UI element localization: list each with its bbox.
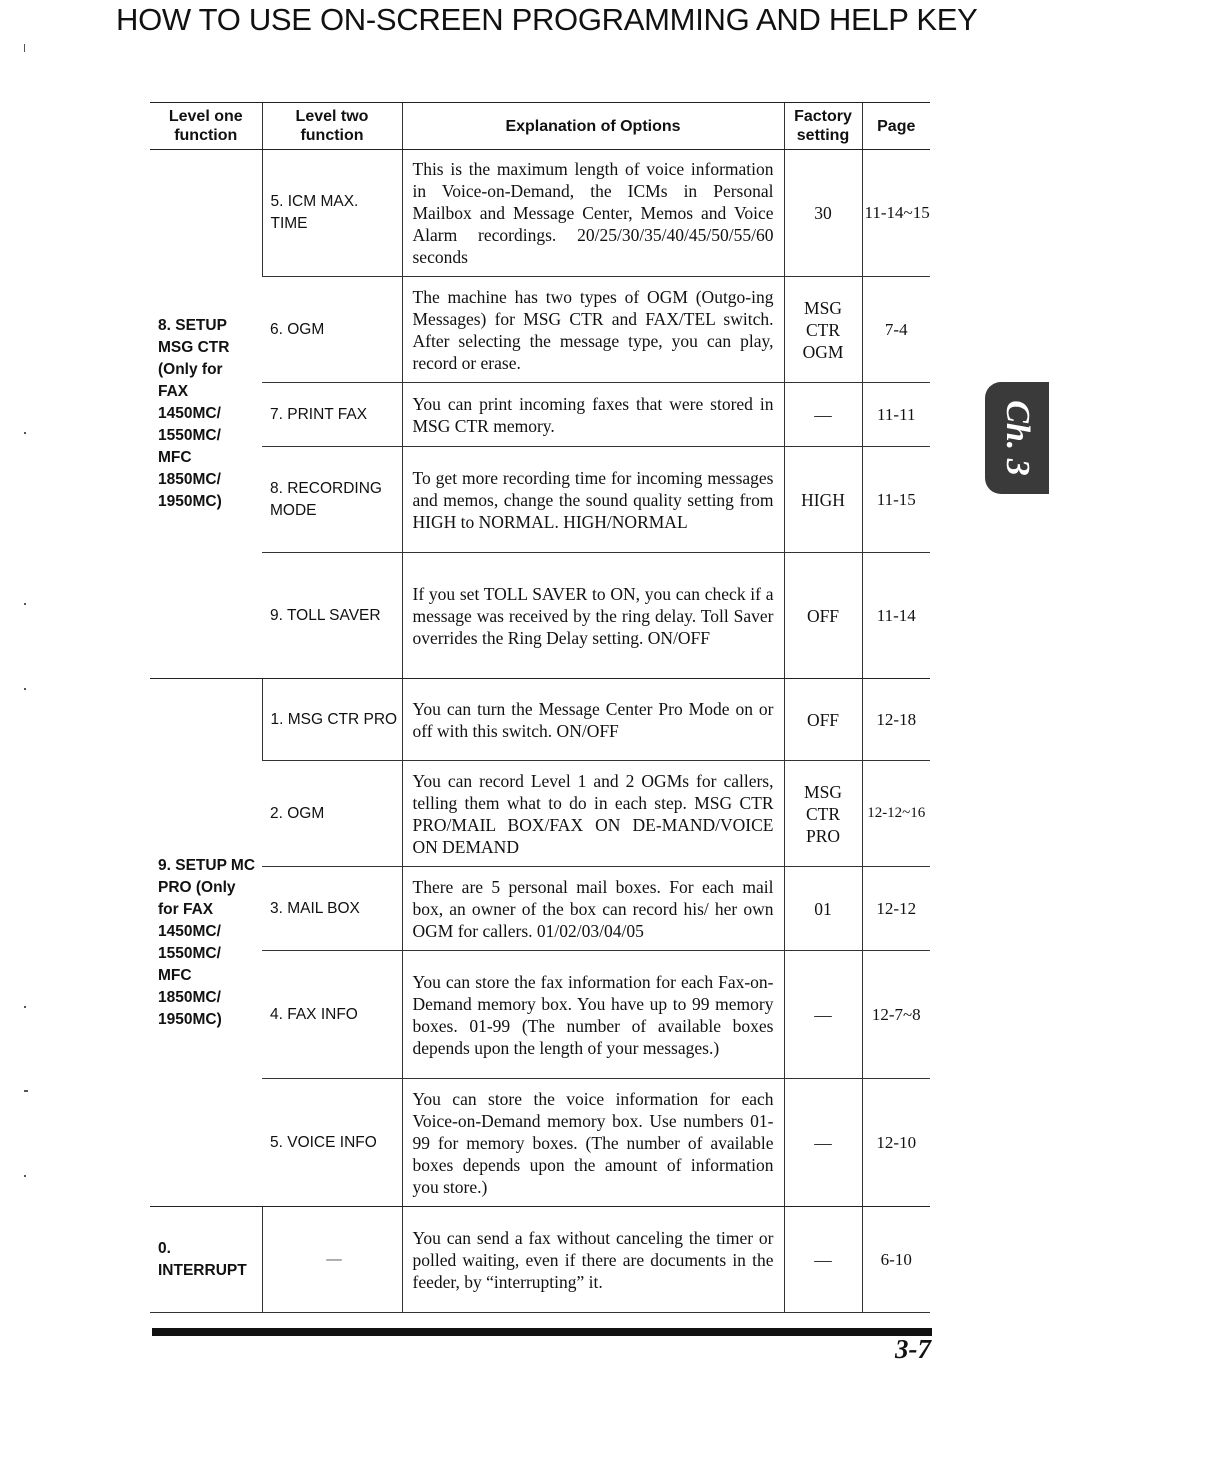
factory-setting-cell: — bbox=[784, 383, 862, 447]
factory-setting-cell: MSG CTR OGM bbox=[784, 277, 862, 383]
table-row bbox=[150, 447, 930, 553]
scan-mark bbox=[24, 1175, 26, 1177]
table-row bbox=[150, 553, 930, 679]
explanation-cell: The machine has two types of OGM (Outgo-ing Messages) for MSG CTR and FAX/TEL switch. After selecting the message type, you can play, record or erase. bbox=[402, 277, 784, 383]
scan-mark bbox=[24, 1090, 28, 1092]
explanation-cell: You can print incoming faxes that were stored in MSG CTR memory. bbox=[402, 383, 784, 447]
explanation-cell: You can record Level 1 and 2 OGMs for callers, telling them what to do in each step. MSG CTR PRO/MAIL BOX/FAX ON DE-MAND/VOICE ON DEMAND bbox=[402, 761, 784, 867]
level-two-cell: 8. RECORDING MODE bbox=[262, 447, 402, 553]
explanation-cell: You can send a fax without canceling the timer or polled waiting, even if there are documents in the feeder, by “interrupting” it. bbox=[402, 1207, 784, 1313]
level-two-cell: 1. MSG CTR PRO bbox=[262, 679, 402, 761]
header-factory-setting: Factory setting bbox=[784, 103, 862, 150]
header-level-two: Level two function bbox=[262, 103, 402, 150]
level-one-interrupt: 0. INTERRUPT bbox=[150, 1207, 262, 1313]
page-ref-cell: 6-10 bbox=[862, 1207, 930, 1313]
page-number: 3-7 bbox=[895, 1334, 931, 1364]
explanation-cell: You can turn the Message Center Pro Mode on or off with this switch. ON/OFF bbox=[402, 679, 784, 761]
level-two-cell: 5. ICM MAX. TIME bbox=[262, 150, 402, 277]
explanation-cell: You can store the fax information for each Fax-on-Demand memory box. You have up to 99 memory boxes. 01-99 (The number of available boxes depends upon the length of your messages.) bbox=[402, 951, 784, 1079]
table-row bbox=[150, 1079, 930, 1207]
page-ref-cell: 7-4 bbox=[862, 277, 930, 383]
footer-rule bbox=[152, 1328, 932, 1336]
explanation-cell: There are 5 personal mail boxes. For each mail box, an owner of the box can record his/ her own OGM for callers. 01/02/03/04/05 bbox=[402, 867, 784, 951]
scan-mark bbox=[24, 432, 26, 434]
factory-setting-cell: 30 bbox=[784, 150, 862, 277]
scan-mark bbox=[24, 688, 26, 690]
factory-setting-cell: — bbox=[784, 1079, 862, 1207]
table-row bbox=[150, 867, 930, 951]
page-ref-cell: 11-14~15 bbox=[862, 150, 930, 277]
chapter-tab-label: Ch. 3 bbox=[999, 400, 1036, 476]
page-ref-cell: 11-11 bbox=[862, 383, 930, 447]
factory-setting-cell: MSG CTR PRO bbox=[784, 761, 862, 867]
page-ref-cell: 12-7~8 bbox=[862, 951, 930, 1079]
explanation-cell: This is the maximum length of voice information in Voice-on-Demand, the ICMs in Personal Mailbox and Message Center, Memos and Voice Alarm recordings. 20/25/30/35/40/45/50/55/60 seconds bbox=[402, 150, 784, 277]
table-row bbox=[150, 679, 930, 761]
factory-setting-cell: OFF bbox=[784, 553, 862, 679]
header-page: Page bbox=[862, 103, 930, 150]
table-row bbox=[150, 1207, 930, 1313]
table-row bbox=[150, 951, 930, 1079]
level-one-setup-msg-ctr: 8. SETUP MSG CTR (Only for FAX 1450MC/ 1550MC/ MFC 1850MC/ 1950MC) bbox=[150, 150, 262, 679]
scan-mark bbox=[24, 1006, 26, 1008]
factory-setting-cell: — bbox=[784, 951, 862, 1079]
scan-mark bbox=[24, 44, 25, 52]
page-ref-cell: 12-10 bbox=[862, 1079, 930, 1207]
factory-setting-cell: — bbox=[784, 1207, 862, 1313]
level-two-cell: 3. MAIL BOX bbox=[262, 867, 402, 951]
level-two-cell: 6. OGM bbox=[262, 277, 402, 383]
explanation-cell: To get more recording time for incoming messages and memos, change the sound quality setting from HIGH to NORMAL. HIGH/NORMAL bbox=[402, 447, 784, 553]
table-row bbox=[150, 277, 930, 383]
scan-mark bbox=[24, 603, 26, 605]
factory-setting-cell: HIGH bbox=[784, 447, 862, 553]
table-row bbox=[150, 150, 930, 277]
level-two-cell: 7. PRINT FAX bbox=[262, 383, 402, 447]
level-two-cell: 9. TOLL SAVER bbox=[262, 553, 402, 679]
table-header-row bbox=[150, 103, 930, 150]
page-ref-cell: 11-15 bbox=[862, 447, 930, 553]
level-one-setup-mc-pro: 9. SETUP MC PRO (Only for FAX 1450MC/ 1550MC/ MFC 1850MC/ 1950MC) bbox=[150, 679, 262, 1207]
page-ref-cell: 12-18 bbox=[862, 679, 930, 761]
factory-setting-cell: 01 bbox=[784, 867, 862, 951]
factory-setting-cell: OFF bbox=[784, 679, 862, 761]
chapter-tab bbox=[985, 382, 1049, 494]
header-explanation: Explanation of Options bbox=[402, 103, 784, 150]
level-two-cell: 5. VOICE INFO bbox=[262, 1079, 402, 1207]
page-ref-cell: 11-14 bbox=[862, 553, 930, 679]
page-ref-cell: 12-12 bbox=[862, 867, 930, 951]
table-row bbox=[150, 761, 930, 867]
settings-table bbox=[150, 102, 930, 1313]
header-level-one: Level one function bbox=[150, 103, 262, 150]
explanation-cell: If you set TOLL SAVER to ON, you can check if a message was received by the ring delay. Toll Saver overrides the Ring Delay setting. ON/OFF bbox=[402, 553, 784, 679]
page-title: HOW TO USE ON-SCREEN PROGRAMMING AND HELP KEY bbox=[116, 2, 978, 37]
table-row bbox=[150, 383, 930, 447]
level-two-cell: — bbox=[262, 1207, 402, 1313]
level-two-cell: 4. FAX INFO bbox=[262, 951, 402, 1079]
level-two-cell: 2. OGM bbox=[262, 761, 402, 867]
page-ref-cell: 12-12~16 bbox=[862, 761, 930, 867]
explanation-cell: You can store the voice information for each Voice-on-Demand memory box. Use numbers 01-99 for memory boxes. (The number of available boxes depends upon the amount of information you store.) bbox=[402, 1079, 784, 1207]
